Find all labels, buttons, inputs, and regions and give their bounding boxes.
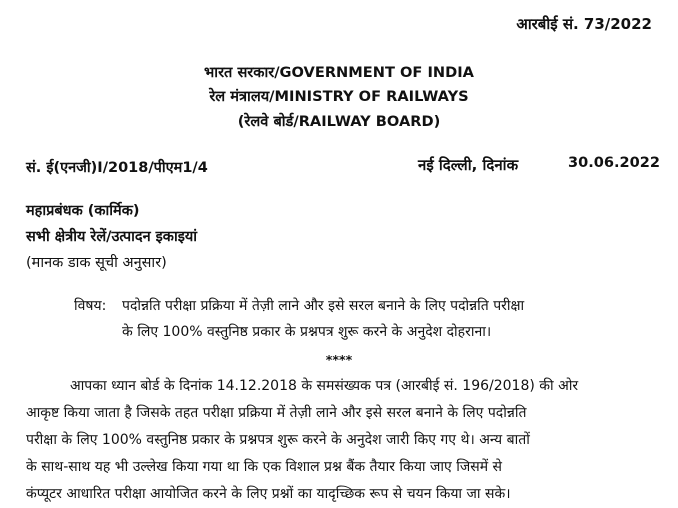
body-line-5: कंप्यूटर आधारित परीक्षा आयोजित करने के लिए प्रश्नों का यादृच्छिक रूप से चयन किया जा सके। <box>26 486 511 502</box>
addressee-line-3: (मानक डाक सूची अनुसार) <box>26 255 167 271</box>
subject-line-1: पदोन्नति परीक्षा प्रक्रिया में तेज़ी लाने और इसे सरल बनाने के लिए पदोन्नति परीक्षा <box>122 298 525 314</box>
date-label: नई दिल्ली, दिनांक <box>418 156 519 174</box>
body-line-2: आकृष्ट किया जाता है जिसके तहत परीक्षा प्रक्रिया में तेज़ी लाने और इसे सरल बनाने के लिए पदोन्नति <box>26 405 527 421</box>
header-ministry: रेल मंत्रालय/MINISTRY OF RAILWAYS <box>209 88 469 105</box>
header-government: भारत सरकार/GOVERNMENT OF INDIA <box>204 64 474 81</box>
body-line-3: परीक्षा के लिए 100% वस्तुनिष्ठ प्रकार के प्रश्नपत्र शुरू करने के अनुदेश जारी किए गए थे। अन्य बातों <box>26 432 530 448</box>
subject-label: विषय: <box>74 298 107 314</box>
addressee-line-1: महाप्रबंधक (कार्मिक) <box>26 203 140 219</box>
addressee-line-2: सभी क्षेत्रीय रेलें/उत्पादन इकाइयां <box>26 229 197 245</box>
body-line-1: आपका ध्यान बोर्ड के दिनांक 14.12.2018 के समसंख्यक पत्र (आरबीई सं. 196/2018) की ओर <box>70 378 579 394</box>
header-board: (रेलवे बोर्ड/RAILWAY BOARD) <box>237 113 441 130</box>
body-line-4: के साथ-साथ यह भी उल्लेख किया गया था कि एक विशाल प्रश्न बैंक तैयार किया जाए जिसमें से <box>26 459 502 475</box>
reference-number: सं. ई(एनजी)I/2018/पीएम1/4 <box>26 160 208 176</box>
separator: **** <box>325 352 353 367</box>
subject-line-2: के लिए 100% वस्तुनिष्ठ प्रकार के प्रश्नपत्र शुरू करने के अनुदेश दोहराना। <box>122 324 492 340</box>
circular-number: आरबीई सं. 73/2022 <box>516 15 652 33</box>
date-value: 30.06.2022 <box>568 155 660 171</box>
